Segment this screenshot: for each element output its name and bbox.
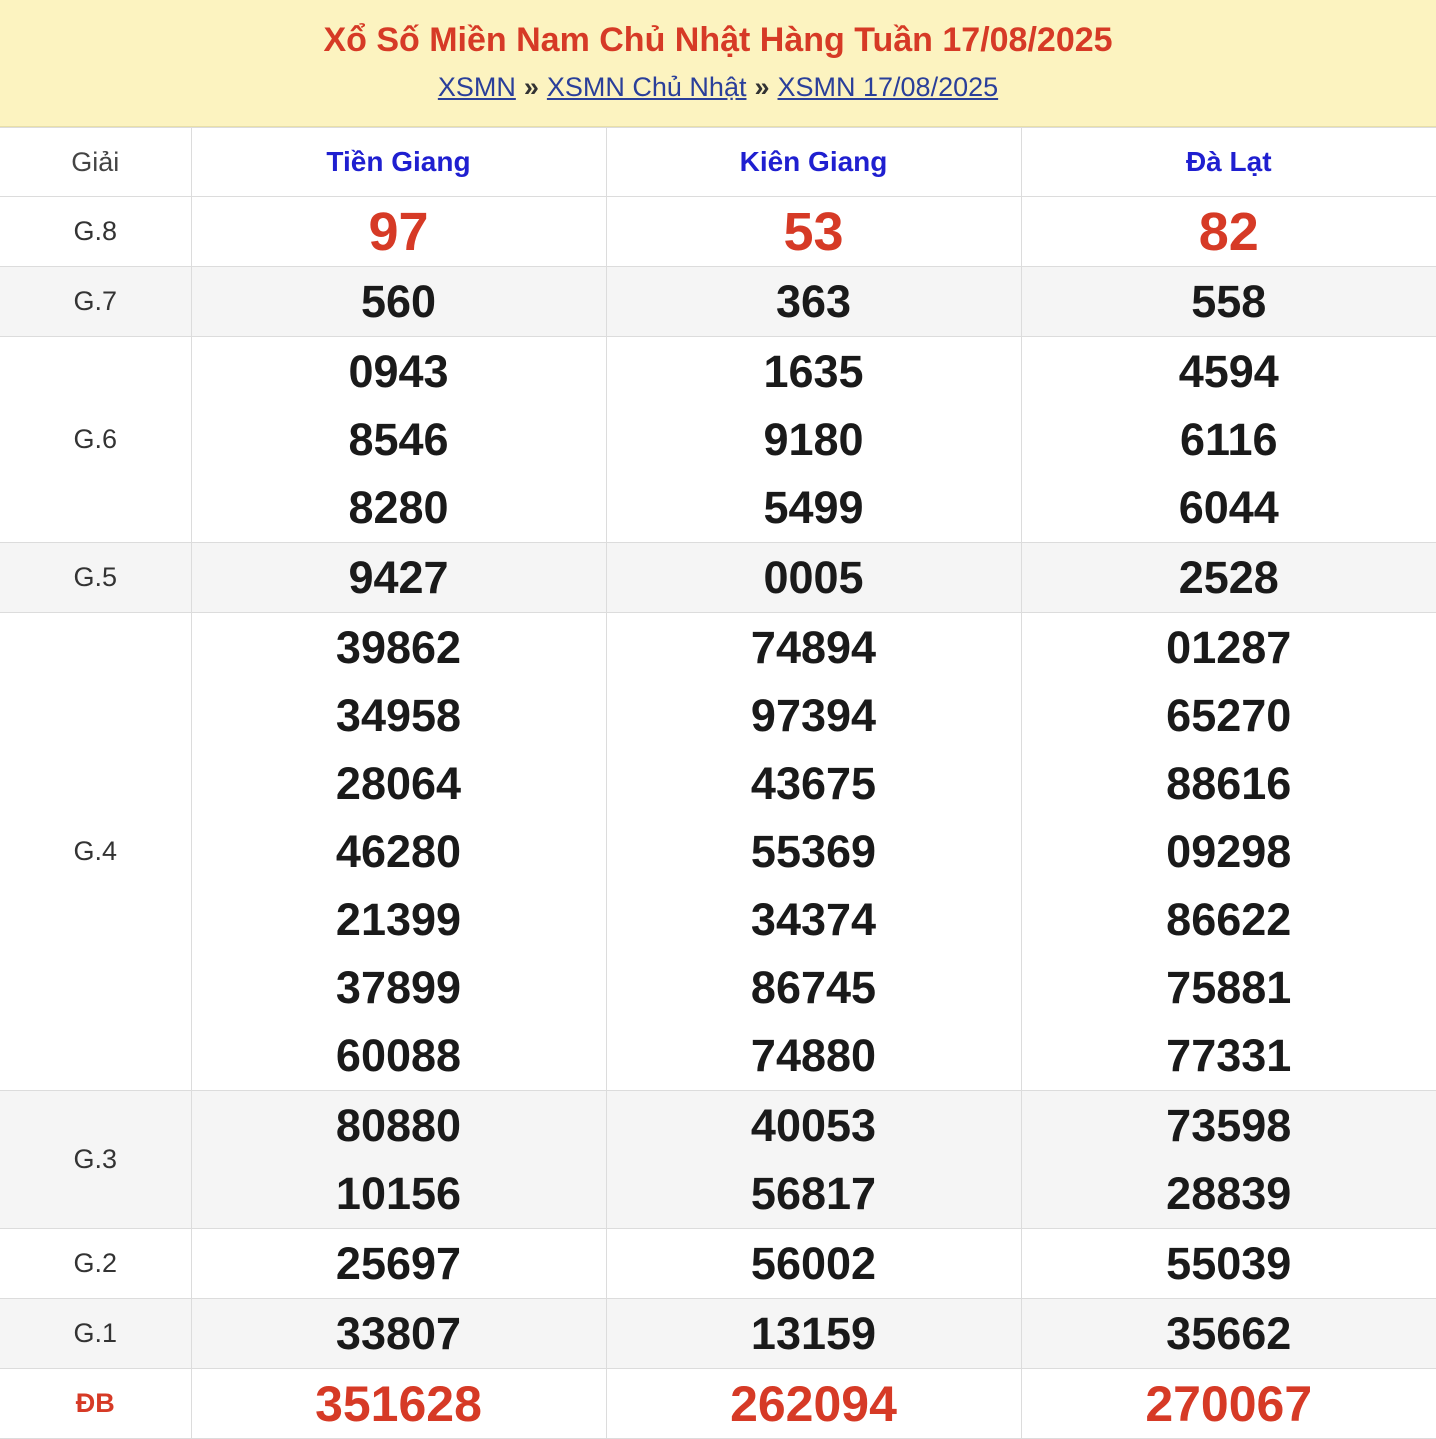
prize-row-g3 <box>0 1091 1436 1229</box>
result-cell <box>1021 1369 1436 1439</box>
result-cell <box>1021 543 1436 613</box>
prize-row-special <box>0 1369 1436 1439</box>
prize-column-header: Giải <box>0 128 191 197</box>
result-cell <box>606 267 1021 337</box>
result-cell <box>191 1369 606 1439</box>
prize-label: G.3 <box>0 1091 191 1229</box>
result-cell <box>1021 1299 1436 1369</box>
result-number: 8280 <box>192 474 606 542</box>
result-cell <box>1021 613 1436 1091</box>
result-number: 86745 <box>607 954 1021 1022</box>
result-cell <box>606 1091 1021 1229</box>
result-number: 77331 <box>1022 1022 1436 1090</box>
result-number: 560 <box>192 268 606 336</box>
result-number: 97 <box>192 198 606 266</box>
result-number: 97394 <box>607 682 1021 750</box>
breadcrumb-link-xsmn[interactable]: XSMN <box>438 72 516 102</box>
breadcrumb-separator: » <box>524 72 539 102</box>
prize-row-g7 <box>0 267 1436 337</box>
result-number: 6044 <box>1022 474 1436 542</box>
prize-label: G.5 <box>0 543 191 613</box>
result-number: 9180 <box>607 406 1021 474</box>
result-cell <box>1021 337 1436 543</box>
breadcrumb-link-xsmn-chu-nhat[interactable]: XSMN Chủ Nhật <box>547 72 747 102</box>
result-cell <box>606 1369 1021 1439</box>
result-cell <box>191 1091 606 1229</box>
result-number: 09298 <box>1022 818 1436 886</box>
result-cell <box>606 337 1021 543</box>
result-cell <box>1021 267 1436 337</box>
result-number: 13159 <box>607 1300 1021 1368</box>
breadcrumb <box>0 70 1436 104</box>
result-number: 65270 <box>1022 682 1436 750</box>
result-number: 39862 <box>192 614 606 682</box>
result-cell <box>606 613 1021 1091</box>
prize-row-g1 <box>0 1299 1436 1369</box>
result-cell <box>606 1299 1021 1369</box>
result-number: 33807 <box>192 1300 606 1368</box>
result-number: 1635 <box>607 338 1021 406</box>
prize-row-g5 <box>0 543 1436 613</box>
result-number: 55369 <box>607 818 1021 886</box>
prize-label: G.4 <box>0 613 191 1091</box>
result-cell <box>1021 1229 1436 1299</box>
prize-label: ĐB <box>0 1369 191 1439</box>
result-number: 6116 <box>1022 406 1436 474</box>
results-body <box>0 197 1436 1439</box>
result-number: 73598 <box>1022 1092 1436 1160</box>
result-number: 8546 <box>192 406 606 474</box>
result-number: 363 <box>607 268 1021 336</box>
result-number: 37899 <box>192 954 606 1022</box>
result-number: 56002 <box>607 1230 1021 1298</box>
result-number: 88616 <box>1022 750 1436 818</box>
result-number: 28839 <box>1022 1160 1436 1228</box>
result-cell <box>191 197 606 267</box>
result-number: 46280 <box>192 818 606 886</box>
result-number: 21399 <box>192 886 606 954</box>
result-cell <box>191 543 606 613</box>
results-table <box>0 127 1436 1439</box>
province-tien-giang[interactable]: Tiền Giang <box>191 128 606 197</box>
result-number: 2528 <box>1022 544 1436 612</box>
page-header <box>0 0 1436 127</box>
prize-row-g2 <box>0 1229 1436 1299</box>
province-kien-giang[interactable]: Kiên Giang <box>606 128 1021 197</box>
result-number: 25697 <box>192 1230 606 1298</box>
prize-label: G.7 <box>0 267 191 337</box>
breadcrumb-separator: » <box>754 72 769 102</box>
result-number: 53 <box>607 198 1021 266</box>
prize-row-g4 <box>0 613 1436 1091</box>
result-number: 40053 <box>607 1092 1021 1160</box>
result-cell <box>606 543 1021 613</box>
result-number: 270067 <box>1022 1370 1436 1438</box>
prize-row-g6 <box>0 337 1436 543</box>
result-number: 86622 <box>1022 886 1436 954</box>
result-number: 01287 <box>1022 614 1436 682</box>
result-number: 558 <box>1022 268 1436 336</box>
result-cell <box>191 1229 606 1299</box>
result-number: 28064 <box>192 750 606 818</box>
result-number: 74880 <box>607 1022 1021 1090</box>
result-number: 34958 <box>192 682 606 750</box>
result-cell <box>191 613 606 1091</box>
result-cell <box>1021 1091 1436 1229</box>
result-number: 55039 <box>1022 1230 1436 1298</box>
result-number: 43675 <box>607 750 1021 818</box>
prize-label: G.6 <box>0 337 191 543</box>
result-cell <box>1021 197 1436 267</box>
result-number: 75881 <box>1022 954 1436 1022</box>
province-header-row <box>0 128 1436 197</box>
result-cell <box>606 197 1021 267</box>
result-number: 0005 <box>607 544 1021 612</box>
result-number: 82 <box>1022 198 1436 266</box>
province-da-lat[interactable]: Đà Lạt <box>1021 128 1436 197</box>
prize-label: G.1 <box>0 1299 191 1369</box>
prize-row-g8 <box>0 197 1436 267</box>
prize-label: G.8 <box>0 197 191 267</box>
result-number: 5499 <box>607 474 1021 542</box>
result-number: 0943 <box>192 338 606 406</box>
result-number: 35662 <box>1022 1300 1436 1368</box>
result-cell <box>606 1229 1021 1299</box>
result-cell <box>191 337 606 543</box>
page-title: Xổ Số Miền Nam Chủ Nhật Hàng Tuần 17/08/2025 <box>0 20 1436 60</box>
breadcrumb-link-xsmn-date[interactable]: XSMN 17/08/2025 <box>778 72 999 102</box>
result-cell <box>191 1299 606 1369</box>
result-number: 34374 <box>607 886 1021 954</box>
result-number: 9427 <box>192 544 606 612</box>
result-cell <box>191 267 606 337</box>
result-number: 10156 <box>192 1160 606 1228</box>
result-number: 80880 <box>192 1092 606 1160</box>
result-number: 351628 <box>192 1370 606 1438</box>
result-number: 4594 <box>1022 338 1436 406</box>
result-number: 74894 <box>607 614 1021 682</box>
result-number: 60088 <box>192 1022 606 1090</box>
result-number: 262094 <box>607 1370 1021 1438</box>
prize-label: G.2 <box>0 1229 191 1299</box>
result-number: 56817 <box>607 1160 1021 1228</box>
